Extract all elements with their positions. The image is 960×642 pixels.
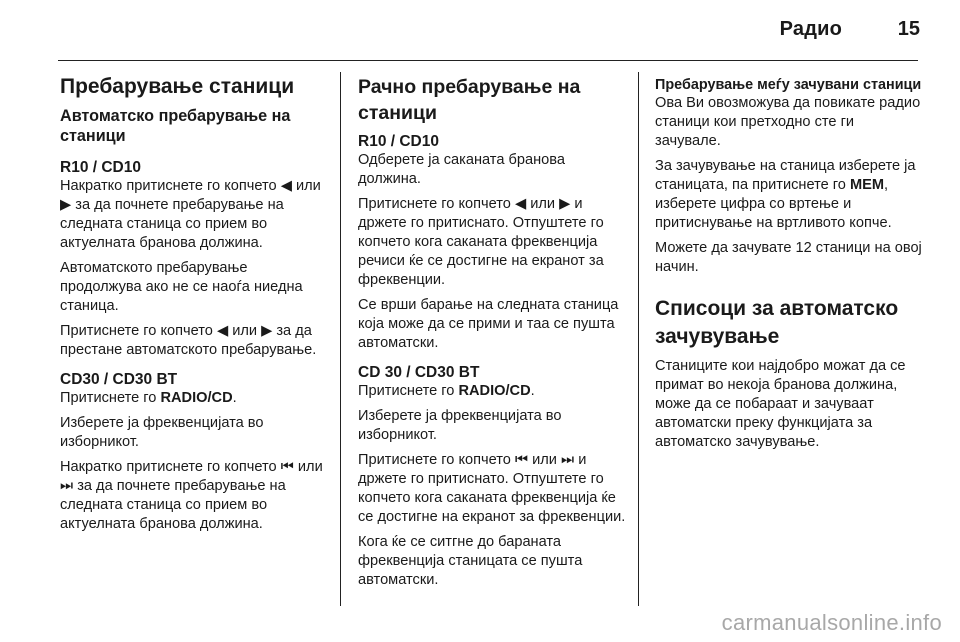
heading-manual-search: Рачно пребарување на станици xyxy=(358,76,581,124)
text: Притиснете го xyxy=(358,383,459,399)
button-name: RADIO/CD xyxy=(160,390,233,406)
paragraph: Накратко притиснете го копчето ◀ или ▶ за да почнете пребарување на следната станица со прием во актуелната бранова должина. xyxy=(60,178,321,251)
column-divider-1 xyxy=(340,72,341,606)
paragraph: Притиснете го копчето ◀ или ▶ за да престане автоматското пребарување. xyxy=(60,323,317,358)
paragraph: Се врши барање на следната станица која може да се прими и таа се пушта автоматски. xyxy=(358,297,619,351)
page-header xyxy=(0,0,960,60)
paragraph: Изберете ја фреквенцијата во изборникот. xyxy=(358,408,562,443)
model-label-cd30: CD 30 / CD30 BT xyxy=(358,364,480,381)
text: Притиснете го xyxy=(60,390,161,406)
model-label-r10: R10 / CD10 xyxy=(358,133,439,150)
text: . xyxy=(530,383,535,399)
column-1 xyxy=(60,72,330,540)
heading-autostore-lists: Списоци за автоматско зачувување xyxy=(655,297,899,348)
text: За зачувување на станица изберете ја станицата, па притиснете го xyxy=(655,158,916,193)
paragraph: Автоматското пребарување продолжува ако не се наоѓа ниедна станица. xyxy=(60,260,303,314)
section-title: Радио xyxy=(779,18,842,40)
button-name: RADIO/CD xyxy=(458,383,531,399)
heading-auto-search: Автоматско пребарување на станици xyxy=(60,107,291,145)
model-label-r10: R10 / CD10 xyxy=(60,159,141,176)
paragraph: Можете да зачувате 12 станици на овој начин. xyxy=(655,240,922,275)
watermark: carmanualsonline.info xyxy=(721,610,942,635)
paragraph xyxy=(358,382,628,401)
heading-station-search: Пребарување станици xyxy=(60,75,295,98)
header-rule xyxy=(58,60,918,61)
model-label-cd30: CD30 / CD30 BT xyxy=(60,371,178,388)
paragraph: Изберете ја фреквенцијата во изборникот. xyxy=(60,415,264,450)
column-2 xyxy=(358,72,628,596)
button-name: MEM xyxy=(849,177,885,193)
heading-saved-stations: Пребарување меѓу зачувани станици xyxy=(655,77,922,93)
text: . xyxy=(232,390,237,406)
paragraph xyxy=(60,389,330,408)
paragraph: Одберете ја саканата бранова должина. xyxy=(358,152,565,187)
paragraph: Притиснете го копчето ⏮ или ⏭ и држете го притиснато. Отпуштете го копчето кога саканата фреквенција ќе се достигне на екранот за фреквенции. xyxy=(358,452,626,525)
column-3 xyxy=(655,72,923,458)
paragraph: Накратко притиснете го копчето ⏮ или ⏭ за да почнете пребарување на следната станица со прием во актуелната бранова должина. xyxy=(60,459,323,532)
paragraph: Станиците кои најдобро можат да се примат во некоја бранова должина, може да се побараат и зачуваат автоматски преку функцијата за автоматско зачувување. xyxy=(655,358,906,450)
paragraph: Кога ќе се ситгне до бараната фреквенција станицата се пушта автоматски. xyxy=(358,534,583,588)
text: , изберете цифра со вртење и притиснување на вртливото копче. xyxy=(655,177,892,231)
paragraph xyxy=(655,157,923,233)
paragraph: Притиснете го копчето ◀ или ▶ и држете го притиснато. Отпуштете го копчето кога саканата фреквенција речиси ќе се достигне на екранот за фреквенции. xyxy=(358,196,604,288)
column-divider-2 xyxy=(638,72,639,606)
page-number: 15 xyxy=(897,18,920,40)
paragraph: Ова Ви овозможува да повикате радио станици кои претходно сте ги зачувале. xyxy=(655,95,921,149)
